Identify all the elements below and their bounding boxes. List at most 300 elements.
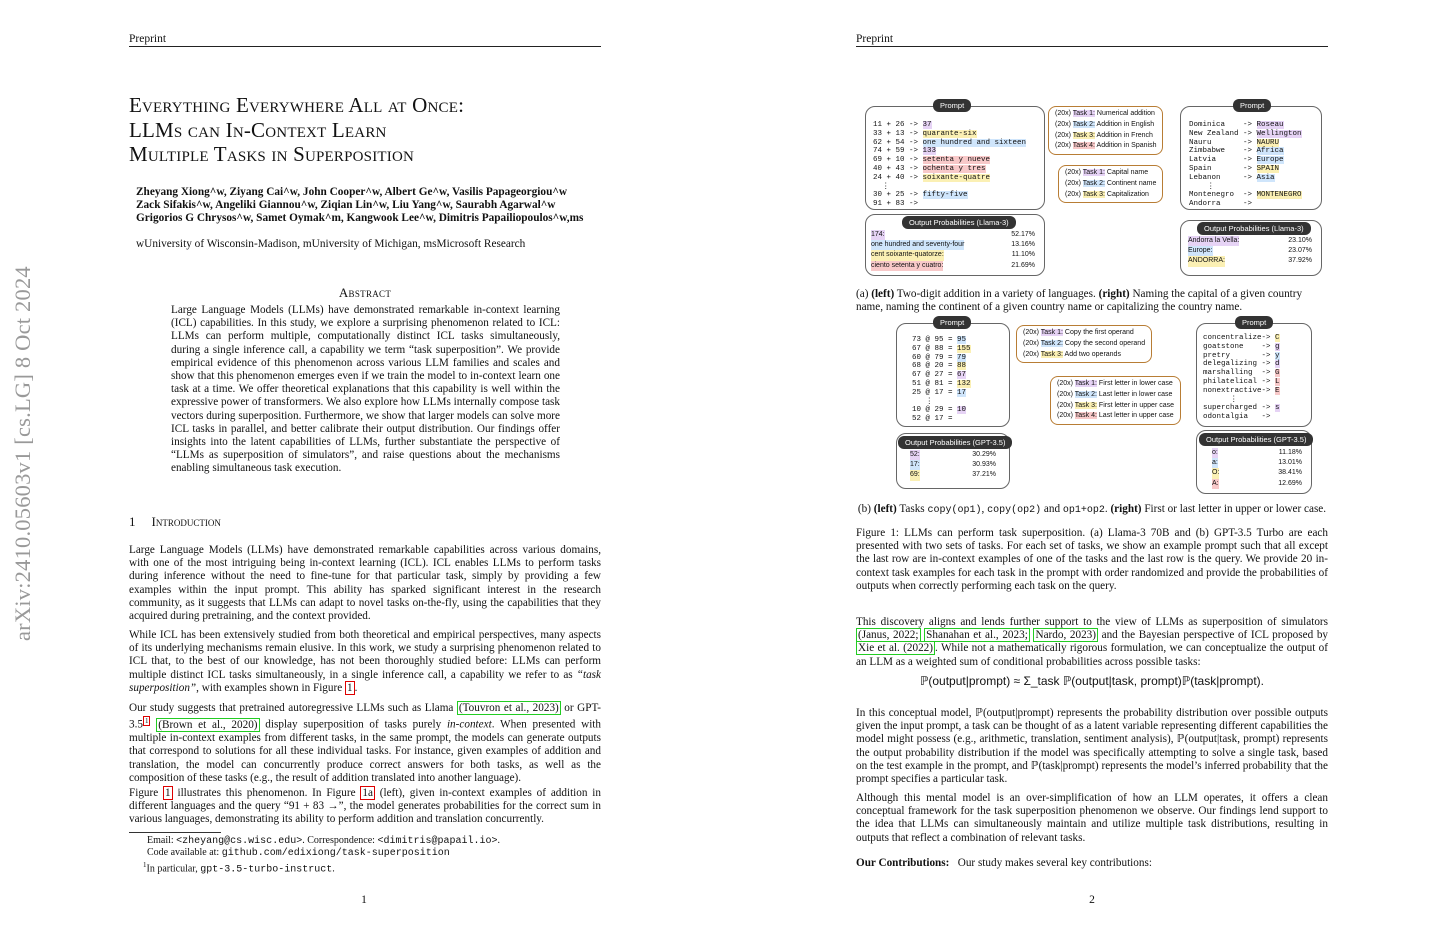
prompt-answer: 17 bbox=[957, 388, 967, 397]
contributions-line bbox=[856, 857, 1328, 870]
prompt-answer: SPAIN bbox=[1256, 164, 1280, 173]
prompt-query: nonextractive-> bbox=[1203, 386, 1276, 395]
author-line: Grigorios G Chrysos^w, Samet Oymak^m, Kangwook Lee^w, Dimitris Papailiopoulos^w,ms bbox=[136, 212, 584, 224]
prompt-query: ⋮ bbox=[912, 397, 934, 406]
code-text: copy(op2) bbox=[987, 505, 1042, 516]
figure-caption: Figure 1: LLMs can perform task superposition. (a) Llama-3 70B and (b) GPT-3.5 Turbo are each presented with two sets of tasks. For each set of tasks, we show an example prompt such that all except the last row are in-context examples of one of the tasks and the last row is the query. We provide 20 in-context task examples for each task in the prompt with order randomized and provide the probabilities of outputs when correctly performing each task on the query. bbox=[856, 527, 1328, 592]
task-label: Task 4: bbox=[1072, 142, 1095, 150]
prompt-line bbox=[912, 398, 971, 407]
prompt-answer: MONTENEGRO bbox=[1256, 191, 1302, 200]
task-label: Task 3: bbox=[1040, 350, 1063, 358]
figure-link[interactable]: 1a bbox=[362, 787, 373, 799]
task-label: Task 2: bbox=[1072, 120, 1095, 128]
probability-value: 23.10% bbox=[1288, 237, 1312, 244]
prompt-line bbox=[1189, 156, 1302, 165]
probability-label: Europe: bbox=[1188, 246, 1213, 256]
output-probabilities bbox=[1212, 448, 1302, 489]
text-run: Tasks bbox=[896, 503, 928, 515]
prompt-query: odontalgia -> bbox=[1203, 413, 1271, 422]
citation-link[interactable]: (Touvron et al., 2023) bbox=[458, 702, 559, 714]
author-line: Zheyang Xiong^w, Ziyang Cai^w, John Cooper^w, Albert Ge^w, Vasilis Papageorgiou^w bbox=[136, 186, 568, 198]
task-item bbox=[1065, 179, 1156, 190]
probability-row bbox=[1188, 246, 1312, 256]
intro-paragraph-2 bbox=[129, 629, 601, 695]
prompt-line bbox=[873, 156, 1026, 165]
task-item bbox=[1023, 350, 1145, 361]
prompt-query: Spain -> bbox=[1189, 164, 1257, 173]
text-run: and the Bayesian perspective of ICL proposed by bbox=[1097, 629, 1329, 642]
prompt-tag: Prompt bbox=[933, 99, 971, 112]
figure-link[interactable]: 1 bbox=[346, 681, 353, 694]
task-count: (20x) bbox=[1057, 390, 1075, 398]
probability-value: 13.01% bbox=[1278, 459, 1302, 467]
citation-link[interactable]: Xie et al. (2022) bbox=[858, 642, 933, 655]
prompt-query: 11 + 26 -> bbox=[873, 121, 923, 129]
prompt-answer: Asia bbox=[1256, 173, 1275, 182]
header-rule bbox=[129, 46, 601, 47]
task-item bbox=[1057, 390, 1174, 401]
prompt-line bbox=[1203, 404, 1280, 413]
prompt-answer: ochenta y tres bbox=[922, 164, 986, 173]
task-list bbox=[1050, 376, 1181, 425]
text-run: . While not a mathematically rigorous formulation, we can conceptualize the output of an LLM as a weighted sum of conditional probabilities across possible tasks: bbox=[856, 642, 1328, 668]
equation: ℙ(output|prompt) ≈ Σ_task ℙ(output|task, prompt)ℙ(task|prompt). bbox=[919, 674, 1265, 688]
text-run: Code available at: bbox=[147, 847, 222, 858]
prompt-answer: y bbox=[1275, 351, 1280, 360]
prompt-line bbox=[1203, 352, 1280, 361]
prompt-line bbox=[1203, 413, 1280, 422]
prompt-query: ⋮ bbox=[1189, 182, 1215, 191]
prompt-query: 73 @ 95 = bbox=[912, 336, 958, 344]
footnote-rule bbox=[129, 832, 221, 833]
task-list bbox=[1016, 325, 1152, 363]
probability-value: 12.69% bbox=[1278, 479, 1302, 487]
prompt-line bbox=[912, 336, 971, 345]
task-item bbox=[1055, 141, 1156, 152]
task-label: Task 1: bbox=[1082, 169, 1105, 176]
probability-row bbox=[910, 470, 996, 480]
citation-link[interactable]: (Brown et al., 2020) bbox=[158, 718, 258, 731]
text-run: Figure bbox=[129, 787, 164, 799]
task-item bbox=[1065, 190, 1156, 201]
header-rule bbox=[856, 46, 1328, 47]
task-description: Add two operands bbox=[1062, 350, 1121, 358]
text-run: (a) bbox=[856, 288, 872, 300]
email-link[interactable]: <zheyang@cs.wisc.edu> bbox=[176, 836, 303, 847]
prompt-query: 67 @ 88 = bbox=[912, 344, 958, 353]
prompt-answer: Wellington bbox=[1256, 129, 1302, 138]
task-description: First letter in lower case bbox=[1096, 380, 1173, 387]
task-list bbox=[1058, 165, 1163, 203]
prompt-query: ⋮ bbox=[873, 182, 890, 191]
prompt-query: 52 @ 17 = bbox=[912, 415, 953, 424]
prompt-answer: setenta y nueve bbox=[922, 156, 991, 165]
prompt-line bbox=[1189, 174, 1302, 183]
section-number: 1 bbox=[129, 514, 136, 529]
probability-label: a: bbox=[1212, 458, 1218, 468]
task-count: (20x) bbox=[1065, 169, 1083, 176]
task-count: (20x) bbox=[1057, 380, 1075, 387]
task-description: Capitalization bbox=[1104, 190, 1149, 198]
task-description: Continent name bbox=[1104, 179, 1157, 187]
text-run: (left), given in-context examples of addition in different languages and the query “91 + 83 →”, the model generates probabilities for the correct sum in various languages, demonstrating its ability to perform addition and translation concurrently. bbox=[129, 787, 602, 826]
task-label: Task 3: bbox=[1082, 190, 1105, 198]
prompt-answer: 88 bbox=[957, 362, 967, 371]
prompt-answer: 133 bbox=[922, 147, 937, 156]
prompt-answer: 10 bbox=[957, 406, 967, 415]
task-label: Task 1: bbox=[1074, 380, 1097, 387]
prompt-answer: L bbox=[1275, 377, 1280, 386]
prompt-line bbox=[873, 174, 1026, 183]
prompt-answer: one hundred and sixteen bbox=[922, 138, 1027, 147]
prompt-answer: 95 bbox=[957, 336, 967, 344]
prompt-line bbox=[912, 415, 971, 424]
text-run: Naming the capital of a given country name, naming the continent of a given country name or capitalizing the country name. bbox=[856, 288, 1303, 313]
task-item bbox=[1055, 109, 1156, 120]
task-count: (20x) bbox=[1065, 190, 1083, 198]
task-item bbox=[1057, 401, 1174, 412]
output-tag: Output Probabilities (GPT-3.5) bbox=[1199, 433, 1313, 446]
prompt-line bbox=[1203, 378, 1280, 387]
prompt-query: 67 @ 27 = bbox=[912, 371, 958, 380]
task-count: (20x) bbox=[1055, 131, 1073, 139]
probability-row bbox=[1212, 458, 1302, 468]
prompt-query: 33 + 13 -> bbox=[873, 129, 923, 138]
output-probabilities bbox=[1188, 236, 1312, 267]
prompt-line bbox=[912, 389, 971, 398]
prompt-query: pretry -> bbox=[1203, 351, 1276, 360]
task-count: (20x) bbox=[1055, 110, 1073, 117]
task-description: Addition in English bbox=[1094, 120, 1155, 128]
emphasis: in-context bbox=[446, 718, 492, 731]
probability-value: 23.07% bbox=[1288, 247, 1312, 255]
prompt-query: 10 @ 29 = bbox=[912, 406, 958, 415]
body-paragraph-3: Although this mental model is an over-simplification of how an LLM operates, it offers a clean conceptual framework for the task superposition phenomenon we observe. Our findings lend support to the idea that LLMs can simultaneously maintain and utilize multiple task distributions, resulting in outputs that reflect a combination of relevant tasks. bbox=[856, 792, 1328, 844]
prompt-query: 62 + 54 -> bbox=[873, 138, 923, 147]
prompt-answer: C bbox=[1275, 334, 1280, 342]
text-run: (b) bbox=[857, 503, 874, 515]
prompt-answer: Africa bbox=[1256, 147, 1284, 156]
prompt-query: 69 + 10 -> bbox=[873, 156, 923, 165]
prompt-line bbox=[1203, 369, 1280, 378]
probability-value: 30.93% bbox=[972, 461, 996, 469]
task-description: Numerical addition bbox=[1094, 110, 1155, 117]
prompt-code bbox=[1189, 121, 1302, 209]
output-tag: Output Probabilities (Llama-3) bbox=[1197, 222, 1311, 235]
prompt-line bbox=[1203, 387, 1280, 396]
task-description: Copy the first operand bbox=[1062, 329, 1134, 336]
prompt-answer: s bbox=[1275, 404, 1280, 413]
prompt-query: 51 @ 81 = bbox=[912, 379, 958, 388]
paper-title bbox=[129, 93, 599, 167]
probability-label: Andorra la Vella: bbox=[1188, 236, 1239, 246]
task-label: Task 1: bbox=[1072, 110, 1095, 117]
code-text: op1+op2 bbox=[1062, 505, 1105, 516]
title-line: Multiple Tasks in Superposition bbox=[129, 142, 415, 166]
emphasis: “task superposition” bbox=[129, 668, 601, 694]
task-item bbox=[1065, 168, 1156, 179]
title-line: Everything Everywhere All at Once: bbox=[129, 93, 465, 117]
page-number: 1 bbox=[361, 894, 367, 906]
prompt-answer: 132 bbox=[957, 379, 971, 388]
probability-label: O: bbox=[1212, 468, 1219, 478]
task-description: Addition in French bbox=[1094, 131, 1153, 139]
probability-label: o: bbox=[1212, 448, 1218, 458]
prompt-query: New Zealand -> bbox=[1189, 129, 1257, 138]
intro-paragraph-3 bbox=[129, 702, 601, 785]
page-number: 2 bbox=[1089, 894, 1095, 906]
footnote-marker: 1 bbox=[143, 861, 147, 869]
abstract-heading: Abstract bbox=[338, 285, 392, 300]
arxiv-stamp: arXiv:2410.05603v1 [cs.LG] 8 Oct 2024 bbox=[10, 266, 35, 642]
prompt-tag: Prompt bbox=[1233, 99, 1271, 112]
prompt-answer: 67 bbox=[957, 371, 967, 380]
prompt-query: ⋮ bbox=[1203, 395, 1238, 404]
citation-link[interactable]: (Janus, 2022; bbox=[858, 629, 919, 642]
prompt-answer: g bbox=[1275, 342, 1280, 351]
task-item bbox=[1057, 379, 1174, 390]
prompt-query: 68 @ 20 = bbox=[912, 362, 958, 371]
text-run: or GPT-3.5 bbox=[129, 702, 601, 731]
probability-label: 174: bbox=[871, 230, 885, 240]
prompt-line bbox=[873, 121, 1026, 130]
prompt-query: 91 + 83 -> bbox=[873, 200, 919, 209]
prompt-line bbox=[1189, 139, 1302, 148]
probability-label: cent soixante-quatorze: bbox=[871, 250, 944, 260]
text-run: , with examples shown in Figure bbox=[196, 681, 345, 694]
prompt-query: 24 + 40 -> bbox=[873, 173, 923, 182]
prompt-line bbox=[873, 130, 1026, 139]
affiliations: wUniversity of Wisconsin-Madison, mUniversity of Michigan, msMicrosoft Research bbox=[136, 238, 526, 250]
text-run: . bbox=[354, 681, 358, 694]
task-label: Task 2: bbox=[1040, 339, 1063, 347]
task-item bbox=[1023, 328, 1145, 339]
figure-link[interactable]: 1 bbox=[165, 787, 171, 799]
task-count: (20x) bbox=[1057, 412, 1075, 420]
prompt-query: 74 + 59 -> bbox=[873, 147, 923, 156]
prompt-line bbox=[912, 371, 971, 380]
prompt-query: supercharged -> bbox=[1203, 404, 1276, 413]
text-run: (left) bbox=[873, 503, 897, 515]
prompt-line bbox=[1203, 396, 1280, 405]
probability-row bbox=[871, 250, 1035, 260]
task-label: Task 3: bbox=[1074, 401, 1097, 409]
task-description: Capital name bbox=[1104, 169, 1149, 176]
probability-label: one hundred and seventy-four bbox=[871, 240, 964, 250]
prompt-query: 25 @ 17 = bbox=[912, 388, 958, 397]
probability-value: 11.10% bbox=[1011, 251, 1035, 259]
text-run: . When presented with multiple in-context examples from different tasks, in the same prompt, the models can generate outputs that correspond to solutions for all these individual tasks. For instance, given examples of addition and translation, the model can concurrently produce correct answers for both tasks, as well as the composition of these tasks (e.g., the result of addition translated into another language). bbox=[129, 718, 602, 784]
text-run: display superposition of tasks purely bbox=[259, 718, 447, 731]
prompt-query: Zimbabwe -> bbox=[1189, 147, 1257, 156]
text-run: While ICL has been extensively studied from both theoretical and empirical perspectives, many aspects of its underlying mechanisms remain elusive. In this work, we study a surprising phenomenon related to ICL that, to the best of our knowledge, has not been thoroughly studied before: LLMs can perform multiple distinct ICL tasks simultaneously, in a single inference call, a capability we refer to as bbox=[129, 629, 601, 681]
text-run: Our study makes several key contributions: bbox=[957, 857, 1152, 869]
probability-label: ciento setenta y cuatro: bbox=[871, 261, 943, 271]
prompt-query: Andorra -> bbox=[1189, 200, 1253, 209]
subcaption-a bbox=[856, 288, 1328, 314]
task-description: Addition in Spanish bbox=[1094, 142, 1157, 150]
output-tag: Output Probabilities (GPT-3.5) bbox=[898, 436, 1012, 449]
prompt-answer: soixante-quatre bbox=[922, 173, 991, 182]
code-link[interactable]: github.com/edixiong/task-superposition bbox=[221, 848, 450, 859]
prompt-tag: Prompt bbox=[933, 316, 971, 329]
task-label: Task 3: bbox=[1072, 131, 1095, 139]
text-run: First or last letter in upper or lower case. bbox=[1141, 503, 1327, 515]
probability-row bbox=[1188, 256, 1312, 266]
section-heading bbox=[129, 514, 221, 530]
prompt-query: delegalizing -> bbox=[1203, 360, 1276, 369]
body-paragraph-2: In this conceptual model, ℙ(output|prompt) represents the probability distribution over possible outputs given the input prompt, a task can be thought of as a latent variable representing different capabilities the model might possess (e.g., arithmetic, translation, sentiment analysis), ℙ(output|task, prompt) represents the output probability distribution if the model was specifically attempting to solve a single task, based on the test example in the prompt, and ℙ(task|prompt) represents the model’s inferred probability that the prompt specifies a particular task. bbox=[856, 707, 1328, 786]
prompt-line bbox=[1203, 360, 1280, 369]
intro-paragraph-4 bbox=[129, 787, 601, 827]
task-label: Task 1: bbox=[1040, 329, 1063, 336]
prompt-answer: Roseau bbox=[1256, 121, 1284, 129]
footnote-link[interactable]: 1 bbox=[144, 717, 149, 726]
prompt-answer: Europe bbox=[1256, 156, 1284, 165]
probability-value: 37.21% bbox=[972, 471, 996, 479]
prompt-line bbox=[912, 406, 971, 415]
output-probabilities bbox=[910, 450, 996, 481]
prompt-line bbox=[912, 354, 971, 363]
prompt-line bbox=[1189, 121, 1302, 130]
citation-link[interactable]: Shanahan et al., 2023; bbox=[926, 629, 1028, 642]
task-list bbox=[1048, 106, 1163, 155]
text-run: Two-digit addition in a variety of languages. bbox=[894, 288, 1099, 300]
task-item bbox=[1057, 411, 1174, 422]
text-run: This discovery aligns and lends further support to the view of LLMs as superposition of simulators bbox=[856, 616, 1328, 628]
probability-row bbox=[1212, 468, 1302, 478]
probability-row bbox=[871, 261, 1035, 271]
prompt-line bbox=[1189, 191, 1302, 200]
task-description: First letter in upper case bbox=[1096, 401, 1174, 409]
prompt-line bbox=[1189, 183, 1302, 192]
prompt-line bbox=[873, 191, 1026, 200]
title-line: LLMs can In-Context Learn bbox=[129, 117, 387, 142]
prompt-line bbox=[1189, 130, 1302, 139]
prompt-query: Dominica -> bbox=[1189, 121, 1257, 129]
task-item bbox=[1023, 339, 1145, 350]
intro-paragraph-1: Large Language Models (LLMs) have demonstrated remarkable capabilities across various domains, with one of the most intriguing being in-context learning (ICL). ICL enables LLMs to perform tasks during inference without the need to fine-tune for that particular task, simply by providing a few examples within the input prompt. This ability has sparked significant interest in the research community, as it suggests that LLMs can adapt to novel tasks on-the-fly, using the capabilities that they acquired during pretraining, and the context provided. bbox=[129, 544, 601, 623]
prompt-query: Lebanon -> bbox=[1189, 173, 1257, 182]
author-list bbox=[136, 186, 596, 225]
prompt-answer: G bbox=[1275, 369, 1280, 378]
section-title: Introduction bbox=[151, 514, 221, 529]
task-item bbox=[1055, 131, 1156, 142]
text-run: (left) bbox=[871, 288, 895, 300]
task-description: Last letter in lower case bbox=[1096, 390, 1173, 398]
run-in-heading: Our Contributions: bbox=[856, 857, 950, 869]
probability-row bbox=[1188, 236, 1312, 246]
prompt-line bbox=[912, 362, 971, 371]
prompt-query: goatstone -> bbox=[1203, 342, 1276, 351]
prompt-line bbox=[873, 147, 1026, 156]
probability-value: 21.69% bbox=[1011, 261, 1035, 269]
prompt-query: 60 @ 79 = bbox=[912, 353, 958, 362]
task-description: Copy the second operand bbox=[1062, 339, 1146, 347]
prompt-answer: 155 bbox=[957, 344, 971, 353]
prompt-answer: NAURU bbox=[1256, 138, 1280, 147]
prompt-code bbox=[912, 336, 971, 424]
prompt-query: concentralize-> bbox=[1203, 334, 1276, 342]
probability-row bbox=[1212, 448, 1302, 458]
text-run: and bbox=[1041, 503, 1063, 515]
probability-value: 30.29% bbox=[972, 451, 996, 458]
probability-value: 52.17% bbox=[1011, 231, 1035, 238]
probability-row bbox=[871, 230, 1035, 240]
task-count: (20x) bbox=[1065, 179, 1083, 187]
prompt-answer: 79 bbox=[957, 353, 967, 362]
probability-value: 13.16% bbox=[1011, 241, 1035, 249]
prompt-query: Montenegro -> bbox=[1189, 191, 1257, 200]
task-count: (20x) bbox=[1055, 142, 1073, 150]
output-probabilities bbox=[871, 230, 1035, 271]
prompt-line bbox=[1189, 165, 1302, 174]
text-run: , bbox=[981, 503, 988, 515]
prompt-query: 40 + 43 -> bbox=[873, 164, 923, 173]
task-count: (20x) bbox=[1055, 120, 1073, 128]
text-run: Email: bbox=[147, 835, 177, 846]
probability-row bbox=[910, 460, 996, 470]
text-run: . bbox=[1104, 503, 1111, 515]
running-header: Preprint bbox=[129, 33, 167, 45]
prompt-answer: 37 bbox=[922, 121, 932, 129]
prompt-code bbox=[1203, 334, 1280, 422]
probability-row bbox=[910, 450, 996, 460]
prompt-code bbox=[873, 121, 1026, 209]
running-header: Preprint bbox=[856, 33, 894, 45]
probability-row bbox=[1212, 479, 1302, 489]
code-text: copy(op1) bbox=[927, 505, 982, 516]
body-paragraph-1 bbox=[856, 616, 1328, 669]
task-count: (20x) bbox=[1023, 350, 1041, 358]
author-line: Zack Sifakis^w, Angeliki Giannou^w, Ziqian Lin^w, Liu Yang^w, Saurabh Agarwal^w bbox=[136, 199, 556, 211]
subcaption-b bbox=[856, 503, 1328, 517]
probability-row bbox=[871, 240, 1035, 250]
task-item bbox=[1055, 120, 1156, 131]
citation-link[interactable]: Nardo, 2023) bbox=[1035, 629, 1096, 642]
task-label: Task 4: bbox=[1074, 412, 1097, 420]
prompt-line bbox=[1189, 200, 1302, 209]
footnote-email: Email: <zheyang@cs.wisc.edu>. Correspondence: <dimitris@papail.io>. bbox=[147, 835, 500, 847]
prompt-line bbox=[912, 380, 971, 389]
code-text: gpt-3.5-turbo-instruct bbox=[200, 864, 333, 876]
text-run: In particular, bbox=[146, 863, 201, 875]
prompt-answer: d bbox=[1275, 360, 1280, 369]
prompt-query: Nauru -> bbox=[1189, 138, 1257, 147]
task-count: (20x) bbox=[1023, 329, 1041, 336]
task-count: (20x) bbox=[1057, 401, 1075, 409]
email-link[interactable]: <dimitris@papail.io> bbox=[377, 836, 498, 847]
prompt-line bbox=[873, 183, 1026, 192]
prompt-query: philatelical -> bbox=[1203, 377, 1276, 386]
prompt-query: Latvia -> bbox=[1189, 156, 1257, 165]
task-label: Task 2: bbox=[1074, 390, 1097, 398]
text-run: (right) bbox=[1110, 503, 1142, 515]
probability-label: 52: bbox=[910, 450, 920, 460]
prompt-line bbox=[873, 139, 1026, 148]
prompt-line bbox=[873, 200, 1026, 209]
abstract-text: Large Language Models (LLMs) have demonstrated remarkable in-context learning (ICL) capabilities. In this study, we explore a surprising phenomenon related to ICL: LLMs can perform multiple, computationally distinct ICL tasks simultaneously, during a single inference call, a capability we term “task superposition”. We provide empirical evidence of this phenomenon across various LLM families and scales and show that this phenomenon emerges even if we train the model to in-context learn one task at a time. We offer theoretical explanations that this capability is well within the expressive power of transformers. We also explore how LLMs internally compose task vectors during superposition. Furthermore, we show that larger models can solve more ICL tasks in parallel, and better calibrate their output distribution. Our findings offer insights into the latent capabilities of LLMs, further substantiate the perspective of “LLMs as superposition of simulators”, and raise questions about the mechanisms enabling simultaneous task execution. bbox=[171, 304, 560, 475]
prompt-answer: fifty-five bbox=[922, 191, 968, 200]
probability-value: 11.18% bbox=[1278, 449, 1302, 456]
prompt-line bbox=[873, 165, 1026, 174]
prompt-query: 30 + 25 -> bbox=[873, 191, 923, 200]
prompt-answer: E bbox=[1275, 386, 1280, 395]
prompt-line bbox=[1203, 334, 1280, 343]
prompt-tag: Prompt bbox=[1235, 316, 1273, 329]
prompt-line bbox=[1203, 343, 1280, 352]
prompt-query: marshalling -> bbox=[1203, 369, 1276, 378]
